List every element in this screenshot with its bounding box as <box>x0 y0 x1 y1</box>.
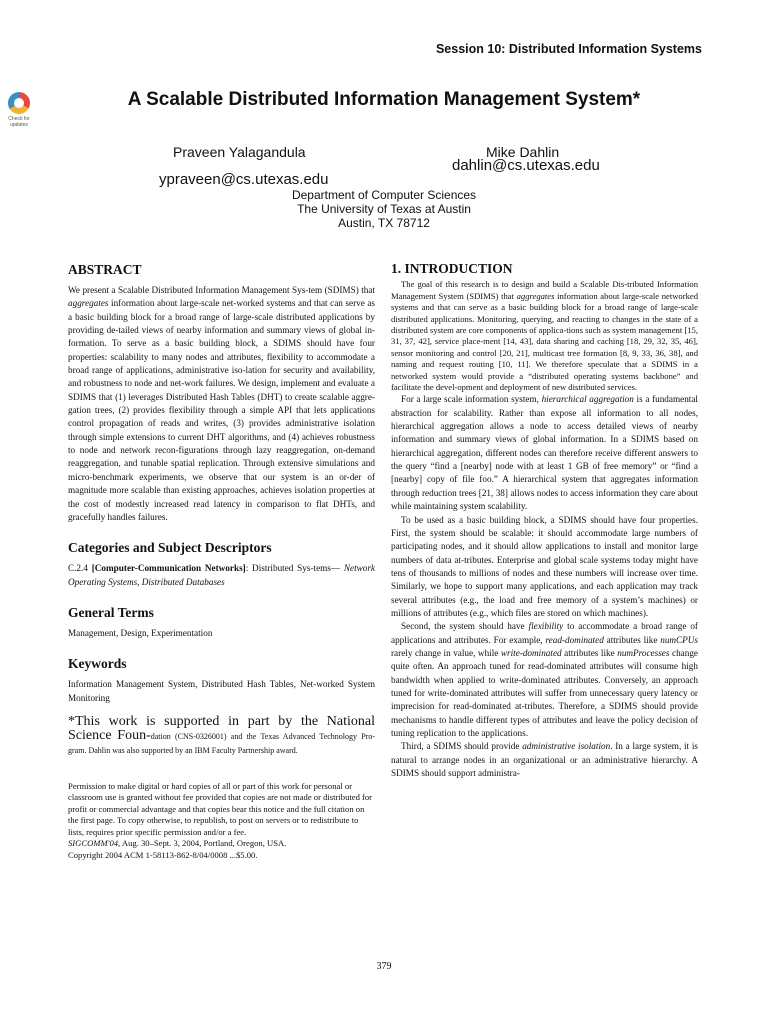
permission-notice <box>68 781 375 862</box>
affiliation-line: Department of Computer Sciences <box>291 188 477 202</box>
funding-footnote <box>68 715 375 757</box>
author-email-2[interactable]: dahlin@cs.utexas.edu <box>452 157 600 174</box>
footnote-small-text: dation (CNS-0326001) and the Texas Advanced Technology Pro-gram. Dahlin was also supported by an IBM Faculty Partnership award. <box>68 731 376 755</box>
permission-text: Permission to make digital or hard copies of all or part of this work for personal or classroom use is granted without fee provided that copies are not made or distributed for profit or commercial advantage and that copies bear this notice and the full citation on the first page. To copy otherwise, to republish, to post on servers or to redistribute to lists, requires prior specific permission and/or a fee. <box>68 780 373 837</box>
abstract-text: We present a Scalable Distributed Information Management Sys-tem (SDIMS) that aggregates information about large-scale net-worked systems and that can serve as a basic building block for a broad range of large-scale distributed applications by providing de-tailed views of nearby information and summary views of global in-formation. To serve as a basic building block, a SDIMS should have four properties: scalability to many nodes and attributes, flexibility to accommodate a broad range of applications, administrative iso-lation for security and availability, and robustness to node and net-work failures. We design, implement and evaluate a SDIMS that (1) leverages Distributed Hash Tables (DHT) to create scalable aggre-gation trees, (2) provides flexibility through a simple API that lets applications control propagation of reads and writes, (3) provides administrative isolation through simple extensions to current DHT algorithms, and (4) achieves robustness to node and network recon-figurations through lazy reaggregation, on-demand reaggregation, and tunable spatial replication. Through extensive simulations and micro-benchmark experiments, we observe that our system is an or-der of magnitude more scalable than existing approaches, achieves isolation properties at the cost of modestly increased read latency in comparison to flat DHTs, and gracefully handles failures. <box>68 285 375 522</box>
footnote-large-text: *This work is supported in part by the National Science Foun- <box>68 713 375 743</box>
left-column <box>68 262 375 861</box>
intro-paragraph-4: Second, the system should have flexibility to accommodate a broad range of applications and attributes. For example, read-dominated attributes like numCPUs rarely change in value, while write-dominated attributes like numProcesses change quite often. An approach tuned for read-dominated attributes will consume high bandwidth when applied to write-dominated attributes. Conversely, an approach tuned for write-dominated attributes will suffer from unnecessary query latency or imprecision for read-dominated at-tributes. Therefore, a SDIMS should provide mechanisms to handle different types of attributes and leave the policy decision of tuning replication to the applications. <box>391 621 699 738</box>
copyright-line: Copyright 2004 ACM 1-58113-862-8/04/0008 ...$5.00. <box>68 849 258 860</box>
categories-rest: : Distributed Sys-tems— <box>245 563 341 574</box>
affiliation <box>0 188 768 230</box>
affiliation-line: The University of Texas at Austin <box>297 202 471 216</box>
right-column <box>391 262 698 780</box>
author-name-2: Mike Dahlin <box>486 144 560 160</box>
author-name-1: Praveen Yalagandula <box>173 144 306 160</box>
general-terms-heading: General Terms <box>68 604 154 620</box>
keywords-text: Information Management System, Distributed Hash Tables, Net-worked System Monitoring <box>68 679 375 703</box>
venue-details: Aug. 30–Sept. 3, 2004, Portland, Oregon, USA. <box>120 838 287 849</box>
intro-paragraph-5: Third, a SDIMS should provide administrative isolation. In a large system, it is natural to arrange nodes in an organizational or an administrative hierarchy. A SDIMS should support administra- <box>391 741 698 779</box>
categories-text <box>68 562 375 589</box>
affiliation-line: Austin, TX 78712 <box>338 216 430 230</box>
general-terms-text: Management, Design, Experimentation <box>68 627 213 638</box>
intro-paragraph-2: For a large scale information system, hierarchical aggregation is a fundamental abstraction for scalability. Rather than expose all information to all nodes, hierarchical aggregation allows a node to access detailed views of nearby information and summary views of global information. In a SDIMS based on hierarchical aggregation, different nodes can therefore receive different answers to the query “find a [nearby] node with at least 1 GB of free memory” or “find a [nearby] copy of file foo.” A hierarchical system that aggregates information through reduction trees [21, 38] allows nodes to access information they care about while maintaining system scalability. <box>391 394 698 512</box>
paper-title: A Scalable Distributed Information Management System* <box>127 89 641 110</box>
venue-name: SIGCOMM'04, <box>68 838 121 849</box>
categories-bold: [Computer-Communication Networks] <box>91 563 246 574</box>
page-number: 379 <box>376 961 392 972</box>
running-header: Session 10: Distributed Information Systems <box>435 42 702 56</box>
check-for-updates-label: Check for updates <box>8 116 30 128</box>
author-email-1[interactable]: ypraveen@cs.utexas.edu <box>159 171 329 188</box>
intro-paragraph-1: The goal of this research is to design and build a Scalable Dis-tributed Information Management System (SDIMS) that aggregates information about large-scale networked systems and that can serve as a basic building block for a broad range of large-scale distributed applications. Monitoring, querying, and reacting to changes in the state of a distributed system are core components of applica-tions such as system management [15, 31, 37, 42], service place-ment [14, 43], data sharing and caching [18, 29, 32, 35, 46], sensor monitoring and control [20, 21], multicast tree formation [8, 9, 33, 36, 38], and naming and request routing [10, 11]. We therefore speculate that a SDIMS in a networked system would provide a “distributed operating systems backbone” and facilitate the devel-opment and deployment of new distributed services. <box>391 279 699 392</box>
categories-heading: Categories and Subject Descriptors <box>68 540 272 556</box>
keywords-heading: Keywords <box>68 656 127 672</box>
section-heading-introduction: 1. INTRODUCTION <box>391 261 513 276</box>
intro-paragraph-3: To be used as a basic building block, a SDIMS should have four properties. First, the system should be scalable: it should accommodate large numbers of participating nodes, and it should allow applications to install and monitor large numbers of data at-tributes. Enterprise and global scale systems today might have tens of thousands to millions of nodes and these numbers will increase over time. Similarly, we hope to support many applications, and each application may track several attributes (e.g., the load and free memory of a system’s machines) or millions of attributes (e.g., which files are stored on which machines). <box>391 514 698 618</box>
venue-line <box>68 838 375 850</box>
categories-italic: Network Operating Systems, Distributed Databases <box>68 563 376 587</box>
categories-code: C.2.4 <box>68 563 88 574</box>
abstract-heading: ABSTRACT <box>68 262 142 277</box>
